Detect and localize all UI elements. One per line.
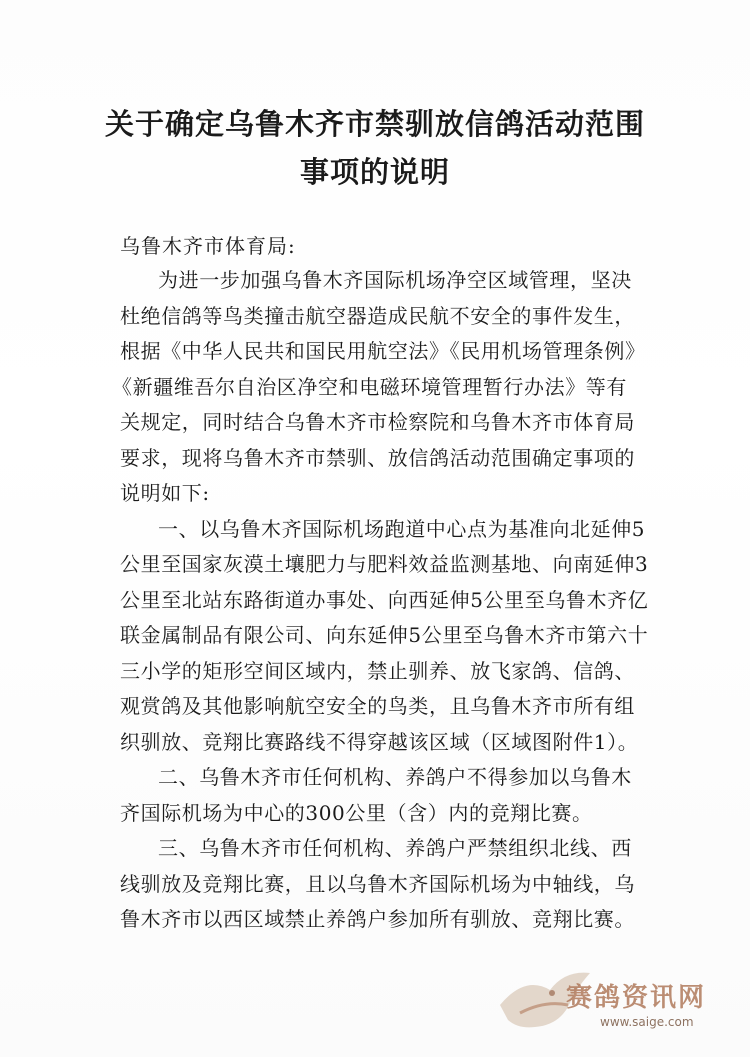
body-line: 为进一步加强乌鲁木齐国际机场净空区域管理，坚决 — [158, 268, 632, 292]
body-line: 说明如下: — [120, 481, 210, 505]
body-line: 联金属制品有限公司、向东延伸5公里至乌鲁木齐市第六十 — [120, 623, 649, 647]
salutation: 乌鲁木齐市体育局: — [120, 234, 296, 258]
body-line: 织驯放、竞翔比赛路线不得穿越该区域（区域图附件1）。 — [120, 730, 639, 754]
body-line: 关规定，同时结合乌鲁木齐市检察院和乌鲁木齐市体育局 — [120, 410, 635, 434]
body-line: 根据《中华人民共和国民用航空法》《民用机场管理条例》 — [120, 339, 646, 363]
body-line: 一、以乌鲁木齐国际机场跑道中心点为基准向北延伸5 — [158, 517, 646, 541]
body-line: 齐国际机场为中心的300公里（含）内的竞翔比赛。 — [120, 801, 593, 825]
body-line: 《新疆维吾尔自治区净空和电磁环境管理暂行办法》等有 — [112, 375, 627, 399]
body-line: 二、乌鲁木齐市任何机构、养鸽户不得参加以乌鲁木 — [158, 765, 632, 789]
document-title-line-2: 事项的说明 — [299, 155, 450, 189]
watermark — [490, 965, 720, 1045]
body-line: 公里至北站东路街道办事处、向西延伸5公里至乌鲁木齐亿 — [120, 588, 649, 612]
body-line: 公里至国家灰漠土壤肥力与肥料效益监测基地、向南延伸3 — [120, 552, 649, 576]
body-line: 鲁木齐市以西区域禁止养鸽户参加所有驯放、竞翔比赛。 — [120, 907, 635, 931]
body-line: 杜绝信鸽等鸟类撞击航空器造成民航不安全的事件发生， — [120, 304, 635, 328]
body-line: 三、乌鲁木齐市任何机构、养鸽户严禁组织北线、西 — [158, 836, 632, 860]
body-line: 三小学的矩形空间区域内，禁止驯养、放飞家鸽、信鸽、 — [120, 659, 635, 683]
body-line: 要求，现将乌鲁木齐市禁驯、放信鸽活动范围确定事项的 — [120, 446, 635, 470]
watermark-url: www.saige.com — [600, 1015, 694, 1029]
body-line: 线驯放及竞翔比赛，且以乌鲁木齐国际机场为中轴线，乌 — [120, 872, 635, 896]
document-title-line-1: 关于确定乌鲁木齐市禁驯放信鸽活动范围 — [104, 107, 645, 141]
body-line: 观赏鸽及其他影响航空安全的鸟类，且乌鲁木齐市所有组 — [120, 694, 635, 718]
watermark-text: 赛鸽资讯网 — [566, 983, 707, 1013]
